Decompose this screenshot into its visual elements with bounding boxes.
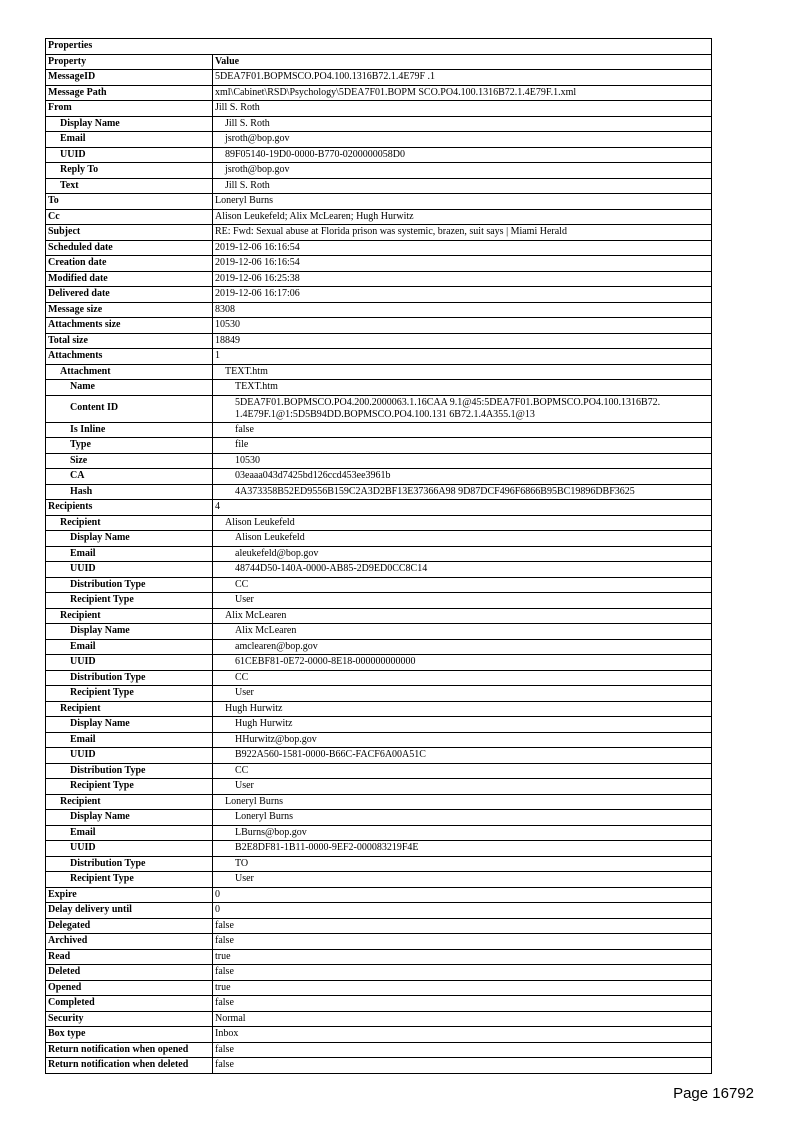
- property-value: Jill S. Roth: [213, 178, 712, 194]
- property-key: Hash: [46, 484, 213, 500]
- property-value: 2019-12-06 16:25:38: [213, 271, 712, 287]
- property-value: 0: [213, 887, 712, 903]
- property-row: [46, 918, 712, 934]
- property-key: Delivered date: [46, 287, 213, 303]
- property-key: CA: [46, 469, 213, 485]
- property-key: Distribution Type: [46, 577, 213, 593]
- property-value: CC: [213, 763, 712, 779]
- property-key: Return notification when opened: [46, 1042, 213, 1058]
- property-key: Display Name: [46, 624, 213, 640]
- property-value: HHurwitz@bop.gov: [213, 732, 712, 748]
- property-key: UUID: [46, 147, 213, 163]
- property-key: MessageID: [46, 70, 213, 86]
- property-value: User: [213, 872, 712, 888]
- property-value: 4: [213, 500, 712, 516]
- property-value: User: [213, 593, 712, 609]
- property-row: [46, 453, 712, 469]
- property-key: Email: [46, 546, 213, 562]
- property-row: [46, 70, 712, 86]
- property-key: Display Name: [46, 116, 213, 132]
- properties-table: [45, 38, 712, 1074]
- property-key: Recipient Type: [46, 779, 213, 795]
- property-value: 10530: [213, 318, 712, 334]
- property-key: Recipient: [46, 701, 213, 717]
- property-value: false: [213, 934, 712, 950]
- property-key: From: [46, 101, 213, 117]
- property-key: Recipient Type: [46, 593, 213, 609]
- property-row: [46, 965, 712, 981]
- property-row: [46, 163, 712, 179]
- property-value: jsroth@bop.gov: [213, 132, 712, 148]
- property-value: User: [213, 779, 712, 795]
- property-value: Alison Leukefeld: [213, 531, 712, 547]
- header-property: Property: [46, 54, 213, 70]
- property-row: [46, 996, 712, 1012]
- property-key: Read: [46, 949, 213, 965]
- property-key: UUID: [46, 655, 213, 671]
- property-key: Name: [46, 380, 213, 396]
- property-row: [46, 562, 712, 578]
- property-value: aleukefeld@bop.gov: [213, 546, 712, 562]
- property-key: Attachment: [46, 364, 213, 380]
- property-key: Return notification when deleted: [46, 1058, 213, 1074]
- property-key: Distribution Type: [46, 763, 213, 779]
- header-row: [46, 54, 712, 70]
- property-row: [46, 670, 712, 686]
- property-value: true: [213, 980, 712, 996]
- property-row: [46, 794, 712, 810]
- property-value: 10530: [213, 453, 712, 469]
- property-key: Content ID: [46, 395, 213, 422]
- property-key: Text: [46, 178, 213, 194]
- property-key: To: [46, 194, 213, 210]
- property-value: Alix McLearen: [213, 624, 712, 640]
- property-row: [46, 763, 712, 779]
- property-key: Display Name: [46, 810, 213, 826]
- property-value: Alix McLearen: [213, 608, 712, 624]
- property-key: Subject: [46, 225, 213, 241]
- property-key: Security: [46, 1011, 213, 1027]
- property-value: amclearen@bop.gov: [213, 639, 712, 655]
- property-row: [46, 686, 712, 702]
- property-key: Display Name: [46, 531, 213, 547]
- property-row: [46, 1058, 712, 1074]
- property-row: [46, 287, 712, 303]
- property-row: [46, 225, 712, 241]
- property-row: [46, 194, 712, 210]
- property-value: 89F05140-19D0-0000-B770-0200000058D0: [213, 147, 712, 163]
- property-key: Type: [46, 438, 213, 454]
- property-row: [46, 422, 712, 438]
- property-key: UUID: [46, 562, 213, 578]
- property-key: Recipient: [46, 794, 213, 810]
- property-row: [46, 271, 712, 287]
- property-key: Distribution Type: [46, 856, 213, 872]
- property-row: [46, 779, 712, 795]
- property-key: Cc: [46, 209, 213, 225]
- property-value: 61CEBF81-0E72-0000-8E18-000000000000: [213, 655, 712, 671]
- property-value: TO: [213, 856, 712, 872]
- section-title-row: [46, 39, 712, 55]
- property-row: [46, 810, 712, 826]
- property-row: [46, 85, 712, 101]
- property-row: [46, 395, 712, 422]
- property-value: TEXT.htm: [213, 364, 712, 380]
- property-value: Loneryl Burns: [213, 810, 712, 826]
- property-value: 2019-12-06 16:16:54: [213, 240, 712, 256]
- property-value: B922A560-1581-0000-B66C-FACF6A00A51C: [213, 748, 712, 764]
- property-key: Email: [46, 732, 213, 748]
- property-row: [46, 608, 712, 624]
- property-value: jsroth@bop.gov: [213, 163, 712, 179]
- property-value: xml\Cabinet\RSD\Psychology\5DEA7F01.BOPM SCO.PO4.100.1316B72.1.4E79F.1.xml: [213, 85, 712, 101]
- property-row: [46, 531, 712, 547]
- property-value: Jill S. Roth: [213, 116, 712, 132]
- property-row: [46, 178, 712, 194]
- property-row: [46, 1042, 712, 1058]
- property-key: Distribution Type: [46, 670, 213, 686]
- property-value: CC: [213, 577, 712, 593]
- property-row: [46, 872, 712, 888]
- property-value: TEXT.htm: [213, 380, 712, 396]
- property-row: [46, 624, 712, 640]
- property-row: [46, 101, 712, 117]
- property-row: [46, 639, 712, 655]
- property-row: [46, 1027, 712, 1043]
- property-row: [46, 147, 712, 163]
- property-key: Email: [46, 639, 213, 655]
- property-value: false: [213, 996, 712, 1012]
- property-row: [46, 841, 712, 857]
- property-value: 18849: [213, 333, 712, 349]
- property-value: 48744D50-140A-0000-AB85-2D9ED0CC8C14: [213, 562, 712, 578]
- property-row: [46, 655, 712, 671]
- property-row: [46, 500, 712, 516]
- properties-table-body: [46, 39, 712, 1074]
- property-row: [46, 903, 712, 919]
- property-key: Total size: [46, 333, 213, 349]
- property-value: User: [213, 686, 712, 702]
- property-value: Inbox: [213, 1027, 712, 1043]
- property-row: [46, 438, 712, 454]
- property-key: Deleted: [46, 965, 213, 981]
- property-value: false: [213, 1058, 712, 1074]
- property-key: UUID: [46, 841, 213, 857]
- property-row: [46, 333, 712, 349]
- property-value: false: [213, 918, 712, 934]
- section-title: Properties: [46, 39, 712, 55]
- property-row: [46, 469, 712, 485]
- property-row: [46, 302, 712, 318]
- property-value: Normal: [213, 1011, 712, 1027]
- property-key: Recipient Type: [46, 686, 213, 702]
- property-row: [46, 887, 712, 903]
- property-row: [46, 748, 712, 764]
- property-key: Attachments size: [46, 318, 213, 334]
- property-value: 5DEA7F01.BOPMSCO.PO4.100.1316B72.1.4E79F .1: [213, 70, 712, 86]
- property-value: CC: [213, 670, 712, 686]
- property-row: [46, 484, 712, 500]
- property-value: Alison Leukefeld: [213, 515, 712, 531]
- property-row: [46, 318, 712, 334]
- property-value: 8308: [213, 302, 712, 318]
- property-key: Recipient: [46, 608, 213, 624]
- property-key: Expire: [46, 887, 213, 903]
- property-key: Reply To: [46, 163, 213, 179]
- property-key: Email: [46, 132, 213, 148]
- property-value: false: [213, 1042, 712, 1058]
- property-row: [46, 825, 712, 841]
- property-key: Modified date: [46, 271, 213, 287]
- property-key: Recipient Type: [46, 872, 213, 888]
- property-key: Scheduled date: [46, 240, 213, 256]
- property-value: Jill S. Roth: [213, 101, 712, 117]
- property-value: Loneryl Burns: [213, 194, 712, 210]
- page-number: Page 16792: [673, 1085, 754, 1102]
- property-value: false: [213, 422, 712, 438]
- property-key: Creation date: [46, 256, 213, 272]
- property-row: [46, 593, 712, 609]
- property-row: [46, 132, 712, 148]
- property-key: Email: [46, 825, 213, 841]
- property-value: B2E8DF81-1B11-0000-9EF2-000083219F4E: [213, 841, 712, 857]
- property-row: [46, 380, 712, 396]
- property-row: [46, 949, 712, 965]
- property-key: Message Path: [46, 85, 213, 101]
- property-value: Hugh Hurwitz: [213, 701, 712, 717]
- property-value: Hugh Hurwitz: [213, 717, 712, 733]
- property-row: [46, 116, 712, 132]
- property-row: [46, 364, 712, 380]
- property-row: [46, 209, 712, 225]
- property-value: 03eaaa043d7425bd126ccd453ee3961b: [213, 469, 712, 485]
- property-key: Box type: [46, 1027, 213, 1043]
- property-row: [46, 240, 712, 256]
- property-value: false: [213, 965, 712, 981]
- header-value: Value: [213, 54, 712, 70]
- property-row: [46, 856, 712, 872]
- property-row: [46, 934, 712, 950]
- property-value: 5DEA7F01.BOPMSCO.PO4.200.2000063.1.16CAA 9.1@45:5DEA7F01.BOPMSCO.PO4.100.1316B72. 1.4E79F.1@1:5D5B94DD.BOPMSCO.PO4.100.131 6B72.1.4A355.1@13: [213, 395, 712, 422]
- property-key: UUID: [46, 748, 213, 764]
- property-key: Delegated: [46, 918, 213, 934]
- property-row: [46, 349, 712, 365]
- property-key: Delay delivery until: [46, 903, 213, 919]
- property-row: [46, 980, 712, 996]
- property-key: Attachments: [46, 349, 213, 365]
- property-row: [46, 546, 712, 562]
- property-key: Message size: [46, 302, 213, 318]
- property-row: [46, 717, 712, 733]
- property-value: RE: Fwd: Sexual abuse at Florida prison was systemic, brazen, suit says | Miami Herald: [213, 225, 712, 241]
- property-value: 2019-12-06 16:16:54: [213, 256, 712, 272]
- property-row: [46, 515, 712, 531]
- property-row: [46, 256, 712, 272]
- property-key: Opened: [46, 980, 213, 996]
- property-value: 4A373358B52ED9556B159C2A3D2BF13E37366A98 9D87DCF496F6866B95BC19896DBF3625: [213, 484, 712, 500]
- property-value: Loneryl Burns: [213, 794, 712, 810]
- property-value: Alison Leukefeld; Alix McLearen; Hugh Hurwitz: [213, 209, 712, 225]
- property-key: Recipients: [46, 500, 213, 516]
- property-key: Recipient: [46, 515, 213, 531]
- property-key: Completed: [46, 996, 213, 1012]
- property-row: [46, 1011, 712, 1027]
- property-key: Display Name: [46, 717, 213, 733]
- property-value: true: [213, 949, 712, 965]
- property-value: file: [213, 438, 712, 454]
- property-key: Is Inline: [46, 422, 213, 438]
- property-row: [46, 577, 712, 593]
- property-key: Size: [46, 453, 213, 469]
- property-value: LBurns@bop.gov: [213, 825, 712, 841]
- property-value: 1: [213, 349, 712, 365]
- property-row: [46, 701, 712, 717]
- property-value: 2019-12-06 16:17:06: [213, 287, 712, 303]
- property-row: [46, 732, 712, 748]
- property-value: 0: [213, 903, 712, 919]
- property-key: Archived: [46, 934, 213, 950]
